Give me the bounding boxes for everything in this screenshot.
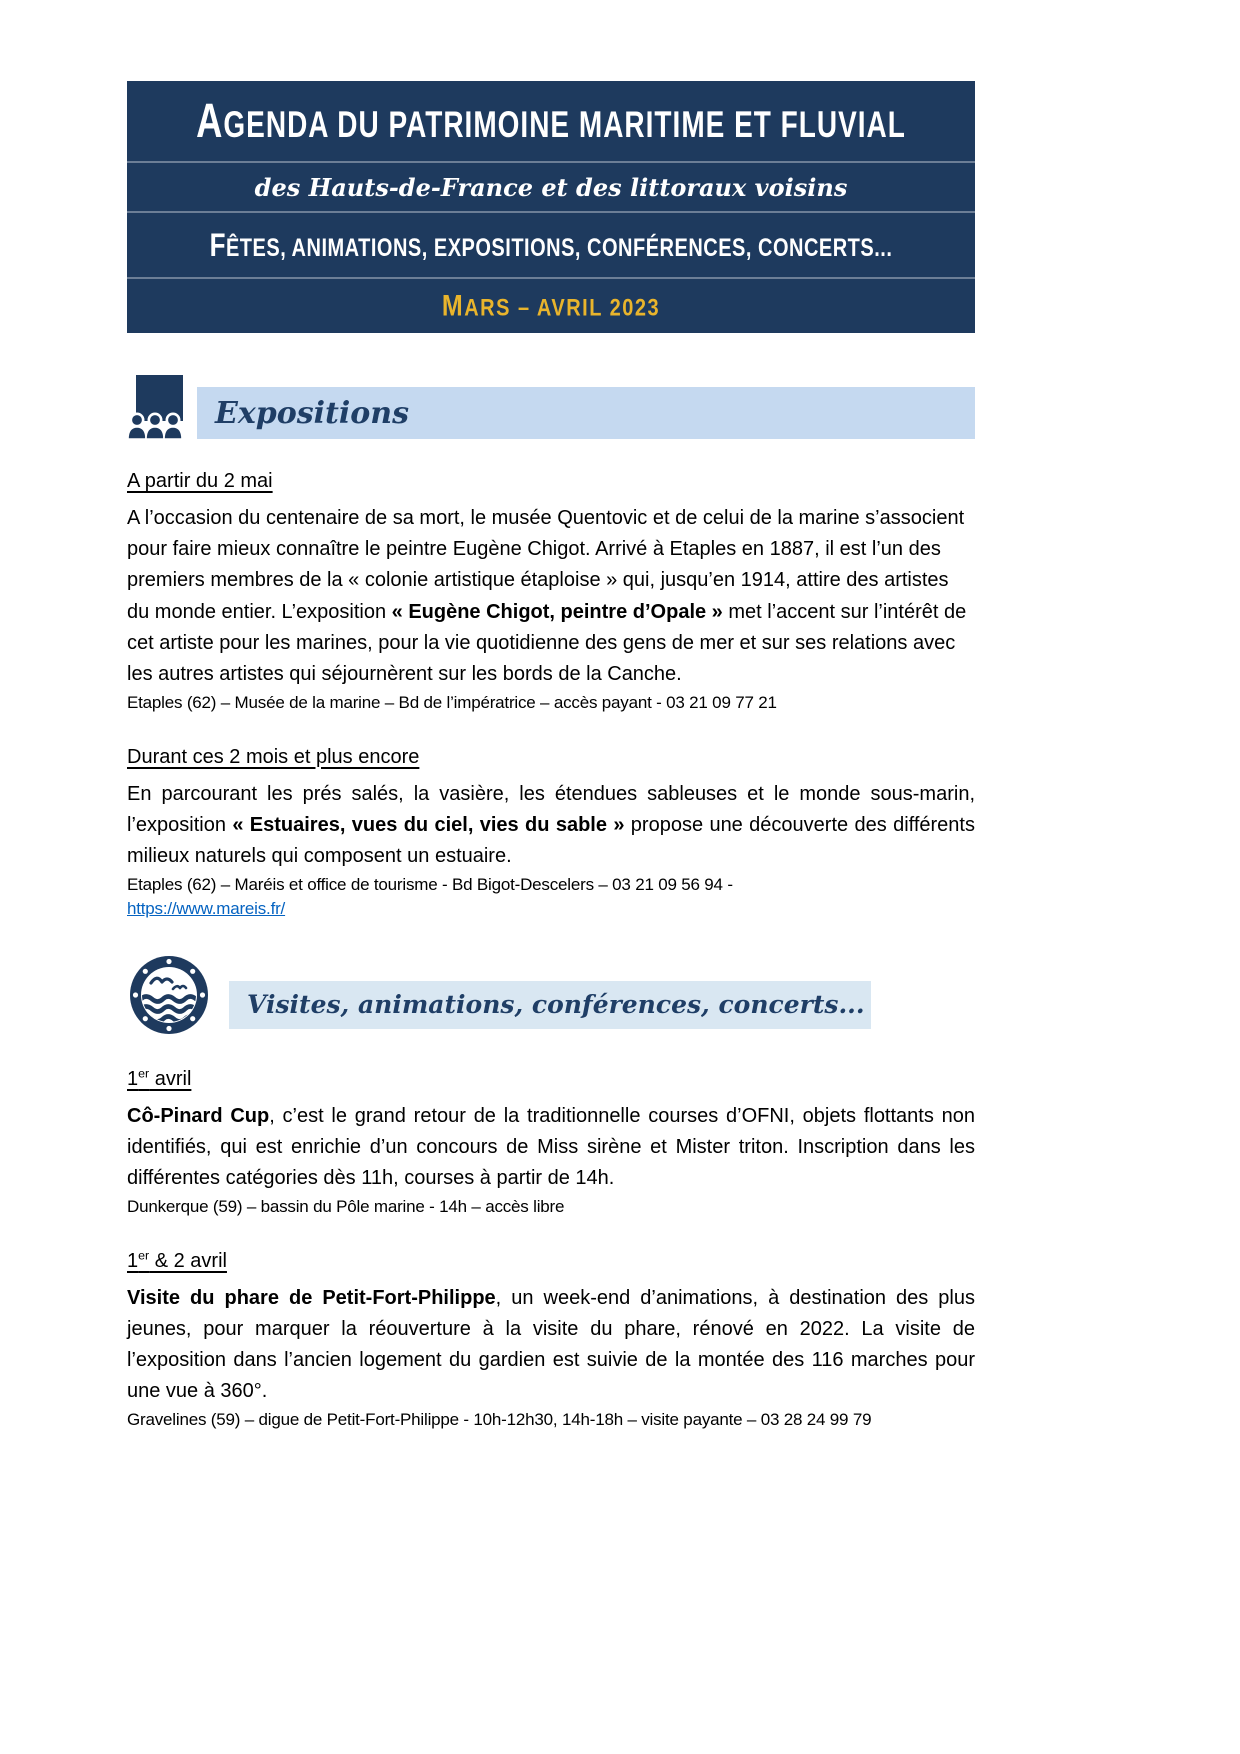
porthole-sea-icon [127, 953, 211, 1037]
exhibition-audience-icon [127, 375, 183, 439]
date-number: 1 [127, 1067, 139, 1090]
event-types-line: FÊTES, ANIMATIONS, EXPOSITIONS, CONFÉRENCES, CONCERTS... [209, 225, 893, 264]
event-description: En parcourant les prés salés, la vasière, les étendues sableuses et le monde sous-marin, l’exposition « Estuaires, vues du ciel, vies du sable » propose une découverte des différents milieux naturels qui composent un estuaire. [127, 782, 975, 867]
document-subtitle: des Hauts-de-France et des littoraux voisins [254, 172, 848, 202]
visites-section-header [127, 953, 975, 1037]
event-date-heading [127, 1065, 975, 1093]
expositions-banner [197, 387, 975, 439]
expositions-section [127, 467, 975, 919]
header-subtitle-row [127, 161, 975, 211]
event-location-line: Etaples (62) – Maréis et office de tourisme - Bd Bigot-Descelers – 03 21 09 56 94 - [127, 875, 733, 895]
event-location-line: Gravelines (59) – digue de Petit-Fort-Philippe - 10h-12h30, 14h-18h – visite payante – 03 28 24 99 79 [127, 1410, 872, 1430]
mareis-url-link[interactable]: https://www.mareis.fr/ [127, 898, 286, 918]
page-content [127, 81, 975, 1432]
event-phare-petit-fort-philippe [127, 1247, 975, 1432]
event-exposition-chigot [127, 467, 975, 715]
date-ordinal-suffix: er [138, 1247, 150, 1262]
event-description: Visite du phare de Petit-Fort-Philippe, un week-end d’animations, à destination des plus jeunes, pour marquer la réouverture à la visite du phare, rénové en 2022. La visite de l’exposition dans l’ancien logement du gardien est suivie de la montée des 116 marches pour une vue à 360°. [127, 1286, 975, 1403]
visites-section [127, 1065, 975, 1432]
visites-banner [229, 981, 871, 1029]
event-location-line: Etaples (62) – Musée de la marine – Bd de l’impératrice – accès payant - 03 21 09 77 21 [127, 693, 777, 713]
date-month: avril [149, 1067, 192, 1090]
expositions-banner-label: Expositions [215, 395, 409, 431]
event-co-pinard-cup [127, 1065, 975, 1219]
header-event-types-row [127, 211, 975, 277]
header-period-row [127, 277, 975, 333]
event-description: Cô-Pinard Cup, c’est le grand retour de la traditionnelle courses d’OFNI, objets flottants non identifiés, qui est enrichie d’un concours de Miss sirène et Mister triton. Inscription dans les différentes catégories dès 11h, courses à partir de 14h. [127, 1104, 975, 1189]
visites-banner-label: Visites, animations, conférences, concerts... [247, 990, 865, 1020]
event-location-line: Dunkerque (59) – bassin du Pôle marine - 14h – accès libre [127, 1197, 565, 1217]
event-date-heading: Durant ces 2 mois et plus encore [127, 745, 420, 768]
header-banner [127, 81, 975, 333]
date-range: MARS – AVRIL 2023 [441, 288, 661, 322]
event-exposition-estuaires [127, 743, 975, 919]
event-date-heading: A partir du 2 mai [127, 470, 273, 492]
date-number: 1 [127, 1249, 139, 1272]
expositions-section-header [127, 375, 975, 439]
header-title-row [127, 81, 975, 161]
document-title: AGENDA DU PATRIMOINE MARITIME ET FLUVIAL [196, 93, 906, 148]
event-date-heading [127, 1247, 975, 1275]
event-description: A l’occasion du centenaire de sa mort, le musée Quentovic et de celui de la marine s’associent pour faire mieux connaître le peintre Eugène Chigot. Arrivé à Etaples en 1887, il est l’un des premiers membres de la « colonie artistique étaploise » qui, jusqu’en 1914, attire des artistes du monde entier. L’exposition « Eugène Chigot, peintre d’Opale » met l’accent sur l’intérêt de cet artiste pour les marines, pour la vie quotidienne des gens de mer et sur ses relations avec les autres artistes qui séjournèrent sur les bords de la Canche. [127, 507, 967, 685]
date-ordinal-suffix: er [138, 1065, 150, 1080]
date-month: & 2 avril [149, 1249, 227, 1272]
